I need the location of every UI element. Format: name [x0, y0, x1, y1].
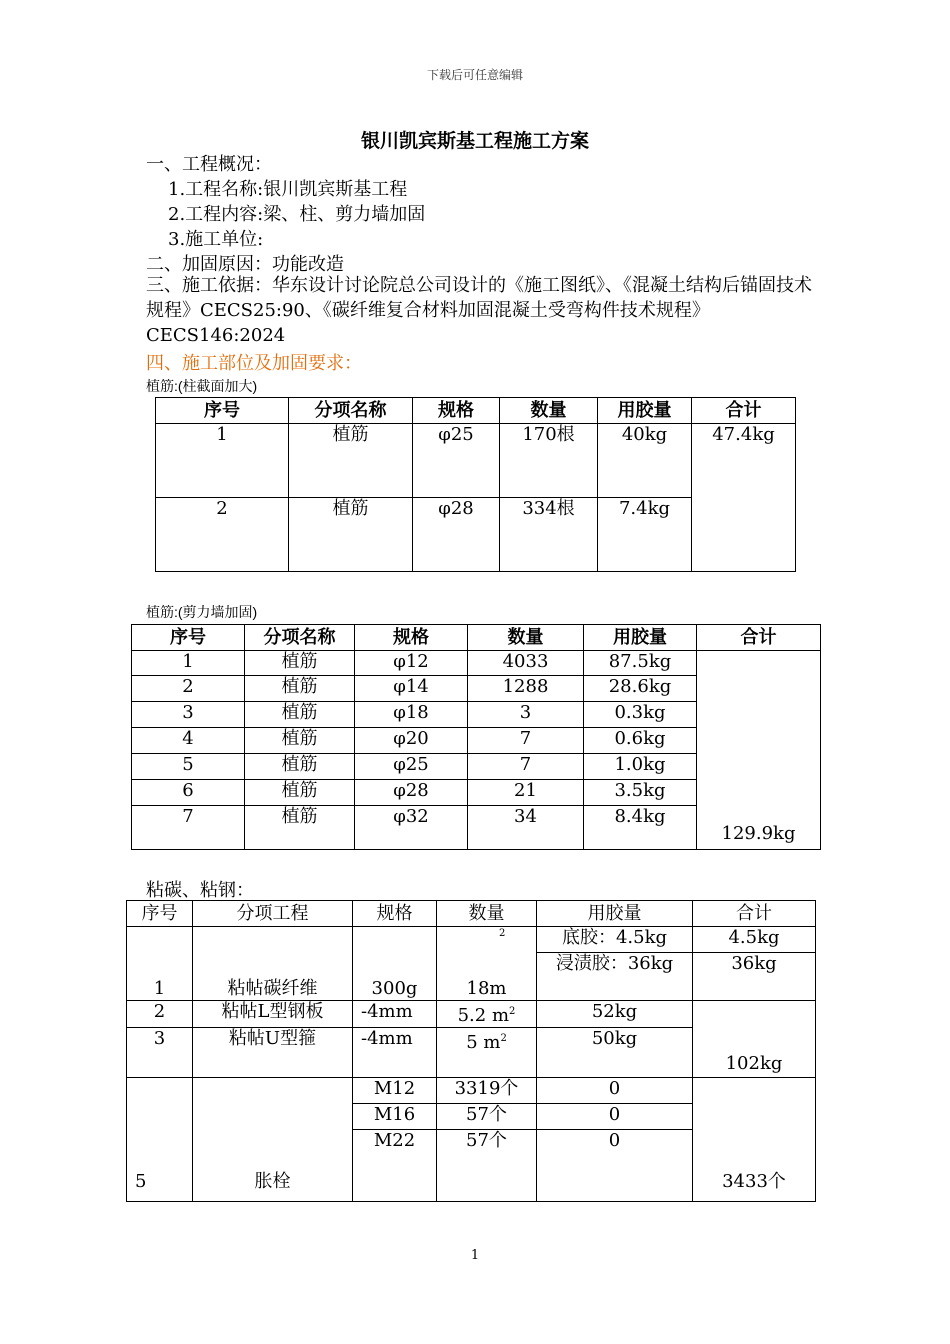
header-cell: 合计 [692, 398, 796, 424]
cell-name: 植筋 [245, 651, 355, 676]
cell-qty: 4033 [468, 651, 584, 676]
table-header-row [132, 625, 821, 651]
header-cell: 合计 [693, 901, 816, 927]
qty-superscript: 2 [499, 928, 506, 939]
cell-no: 3 [132, 702, 245, 728]
cell-no: 2 [127, 1001, 193, 1028]
cell-glue: 52kg [537, 1001, 693, 1028]
cell-no: 1 [156, 424, 289, 498]
cell-glue-empty [537, 1156, 693, 1202]
cell-total: 36kg [693, 953, 816, 1001]
qty-value: 18m [466, 978, 507, 999]
cell-qty: 7 [468, 728, 584, 754]
qty-value: 5 m [466, 1032, 501, 1053]
table2 [131, 624, 821, 850]
cell-glue: 0 [537, 1078, 693, 1104]
cell-qty: 334根 [500, 498, 598, 572]
cell-spec-empty [353, 1156, 437, 1202]
cell-name: 植筋 [289, 498, 413, 572]
cell-spec: M22 [353, 1130, 437, 1156]
cell-qty: 170根 [500, 424, 598, 498]
cell-qty: 1288 [468, 676, 584, 702]
cell-qty: 21 [468, 780, 584, 806]
qty-superscript: 2 [500, 1033, 507, 1044]
cell-no: 5 [127, 1078, 193, 1202]
cell-glue: 0.6kg [584, 728, 697, 754]
cell-spec: φ12 [355, 651, 468, 676]
cell-name: 植筋 [245, 780, 355, 806]
cell-spec: φ28 [355, 780, 468, 806]
cell-glue: 底胶：4.5kg [537, 927, 693, 953]
header-cell: 用胶量 [584, 625, 697, 651]
basis-paragraph: 三、施工依据：华东设计讨论院总公司设计的《施工图纸》、《混凝土结构后锚固技术规程》CECS25:90、《碳纤维复合材料加固混凝土受弯构件技术规程》CECS146:2024 [146, 275, 812, 346]
cell-glue: 50kg [537, 1028, 693, 1078]
cell-name: 胀栓 [193, 1078, 353, 1202]
cell-spec: φ28 [413, 498, 500, 572]
cell-qty: 57个 [437, 1104, 537, 1130]
table1-caption: 植筋:(柱截面加大) [146, 378, 258, 394]
cell-spec: φ25 [355, 754, 468, 780]
cell-qty [437, 1028, 537, 1078]
header-cell: 用胶量 [598, 398, 692, 424]
header-note: 下载后可任意编辑 [426, 68, 523, 82]
overview-heading: 一、工程概况： [146, 154, 272, 175]
overview-item: 2.工程内容:梁、柱、剪力墙加固 [168, 204, 426, 225]
section4-heading: 四、施工部位及加固要求： [146, 353, 362, 374]
cell-glue: 7.4kg [598, 498, 692, 572]
cell-glue: 0 [537, 1130, 693, 1156]
cell-name: 植筋 [245, 702, 355, 728]
header-cell: 分项工程 [193, 901, 353, 927]
header-cell: 合计 [697, 625, 821, 651]
cell-glue: 3.5kg [584, 780, 697, 806]
cell-glue: 浸渍胶：36kg [537, 953, 693, 1001]
cell-qty: 7 [468, 754, 584, 780]
table-row [127, 927, 816, 953]
cell-spec: -4mm [353, 1001, 437, 1028]
cell-name: 粘帖L型钢板 [193, 1001, 353, 1028]
cell-glue: 28.6kg [584, 676, 697, 702]
table3-caption: 粘碳、粘钢： [146, 880, 254, 901]
cell-spec: φ20 [355, 728, 468, 754]
cell-qty-empty [437, 1156, 537, 1202]
header-cell: 数量 [437, 901, 537, 927]
header-cell: 规格 [413, 398, 500, 424]
table2-caption: 植筋:(剪力墙加固) [146, 604, 258, 620]
table3 [126, 900, 816, 1202]
overview-item: 3.施工单位: [168, 229, 264, 250]
cell-no: 1 [127, 927, 193, 1001]
header-cell: 规格 [355, 625, 468, 651]
cell-name: 植筋 [245, 806, 355, 850]
cell-glue: 0.3kg [584, 702, 697, 728]
overview-item: 1.工程名称:银川凯宾斯基工程 [168, 179, 408, 200]
cell-name: 植筋 [245, 754, 355, 780]
header-cell: 序号 [156, 398, 289, 424]
cell-spec: φ32 [355, 806, 468, 850]
cell-total: 129.9kg [697, 651, 821, 850]
qty-superscript: 2 [509, 1006, 516, 1017]
cell-no: 3 [127, 1028, 193, 1078]
cell-spec: φ25 [413, 424, 500, 498]
cell-glue: 8.4kg [584, 806, 697, 850]
header-cell: 用胶量 [537, 901, 693, 927]
cell-total: 102kg [693, 1001, 816, 1078]
cell-name: 植筋 [245, 676, 355, 702]
cell-no: 1 [132, 651, 245, 676]
cell-name: 粘帖U型箍 [193, 1028, 353, 1078]
cell-no: 5 [132, 754, 245, 780]
cell-no: 2 [156, 498, 289, 572]
header-cell: 数量 [468, 625, 584, 651]
cell-spec: -4mm [353, 1028, 437, 1078]
header-cell: 分项名称 [245, 625, 355, 651]
header-cell: 分项名称 [289, 398, 413, 424]
header-cell: 序号 [132, 625, 245, 651]
cell-glue: 87.5kg [584, 651, 697, 676]
cell-no: 7 [132, 806, 245, 850]
page-number: 1 [470, 1248, 480, 1263]
cell-qty: 3319个 [437, 1078, 537, 1104]
cell-qty [437, 927, 537, 1001]
reason-line: 二、加固原因：功能改造 [146, 254, 344, 275]
cell-name: 植筋 [289, 424, 413, 498]
cell-spec: φ14 [355, 676, 468, 702]
cell-total: 3433个 [693, 1078, 816, 1202]
header-cell: 数量 [500, 398, 598, 424]
cell-no: 2 [132, 676, 245, 702]
header-cell: 规格 [353, 901, 437, 927]
cell-glue: 0 [537, 1104, 693, 1130]
cell-qty: 3 [468, 702, 584, 728]
table-header-row [127, 901, 816, 927]
table-row [132, 651, 821, 676]
cell-total: 4.5kg [693, 927, 816, 953]
cell-name: 植筋 [245, 728, 355, 754]
table-row [127, 1078, 816, 1104]
cell-spec: 300g [353, 927, 437, 1001]
cell-qty: 57个 [437, 1130, 537, 1156]
cell-spec: M16 [353, 1104, 437, 1130]
qty-value: 5.2 m [457, 1005, 510, 1026]
header-cell: 序号 [127, 901, 193, 927]
cell-glue: 1.0kg [584, 754, 697, 780]
cell-no: 4 [132, 728, 245, 754]
cell-spec: M12 [353, 1078, 437, 1104]
cell-qty [437, 1001, 537, 1028]
table-row [127, 1001, 816, 1028]
cell-spec: φ18 [355, 702, 468, 728]
document-title: 银川凯宾斯基工程施工方案 [360, 130, 589, 152]
cell-total: 47.4kg [692, 424, 796, 572]
cell-name: 粘帖碳纤维 [193, 927, 353, 1001]
cell-no: 6 [132, 780, 245, 806]
cell-qty: 34 [468, 806, 584, 850]
table-row [156, 424, 796, 498]
table1 [155, 397, 796, 572]
cell-glue: 40kg [598, 424, 692, 498]
table-header-row [156, 398, 796, 424]
